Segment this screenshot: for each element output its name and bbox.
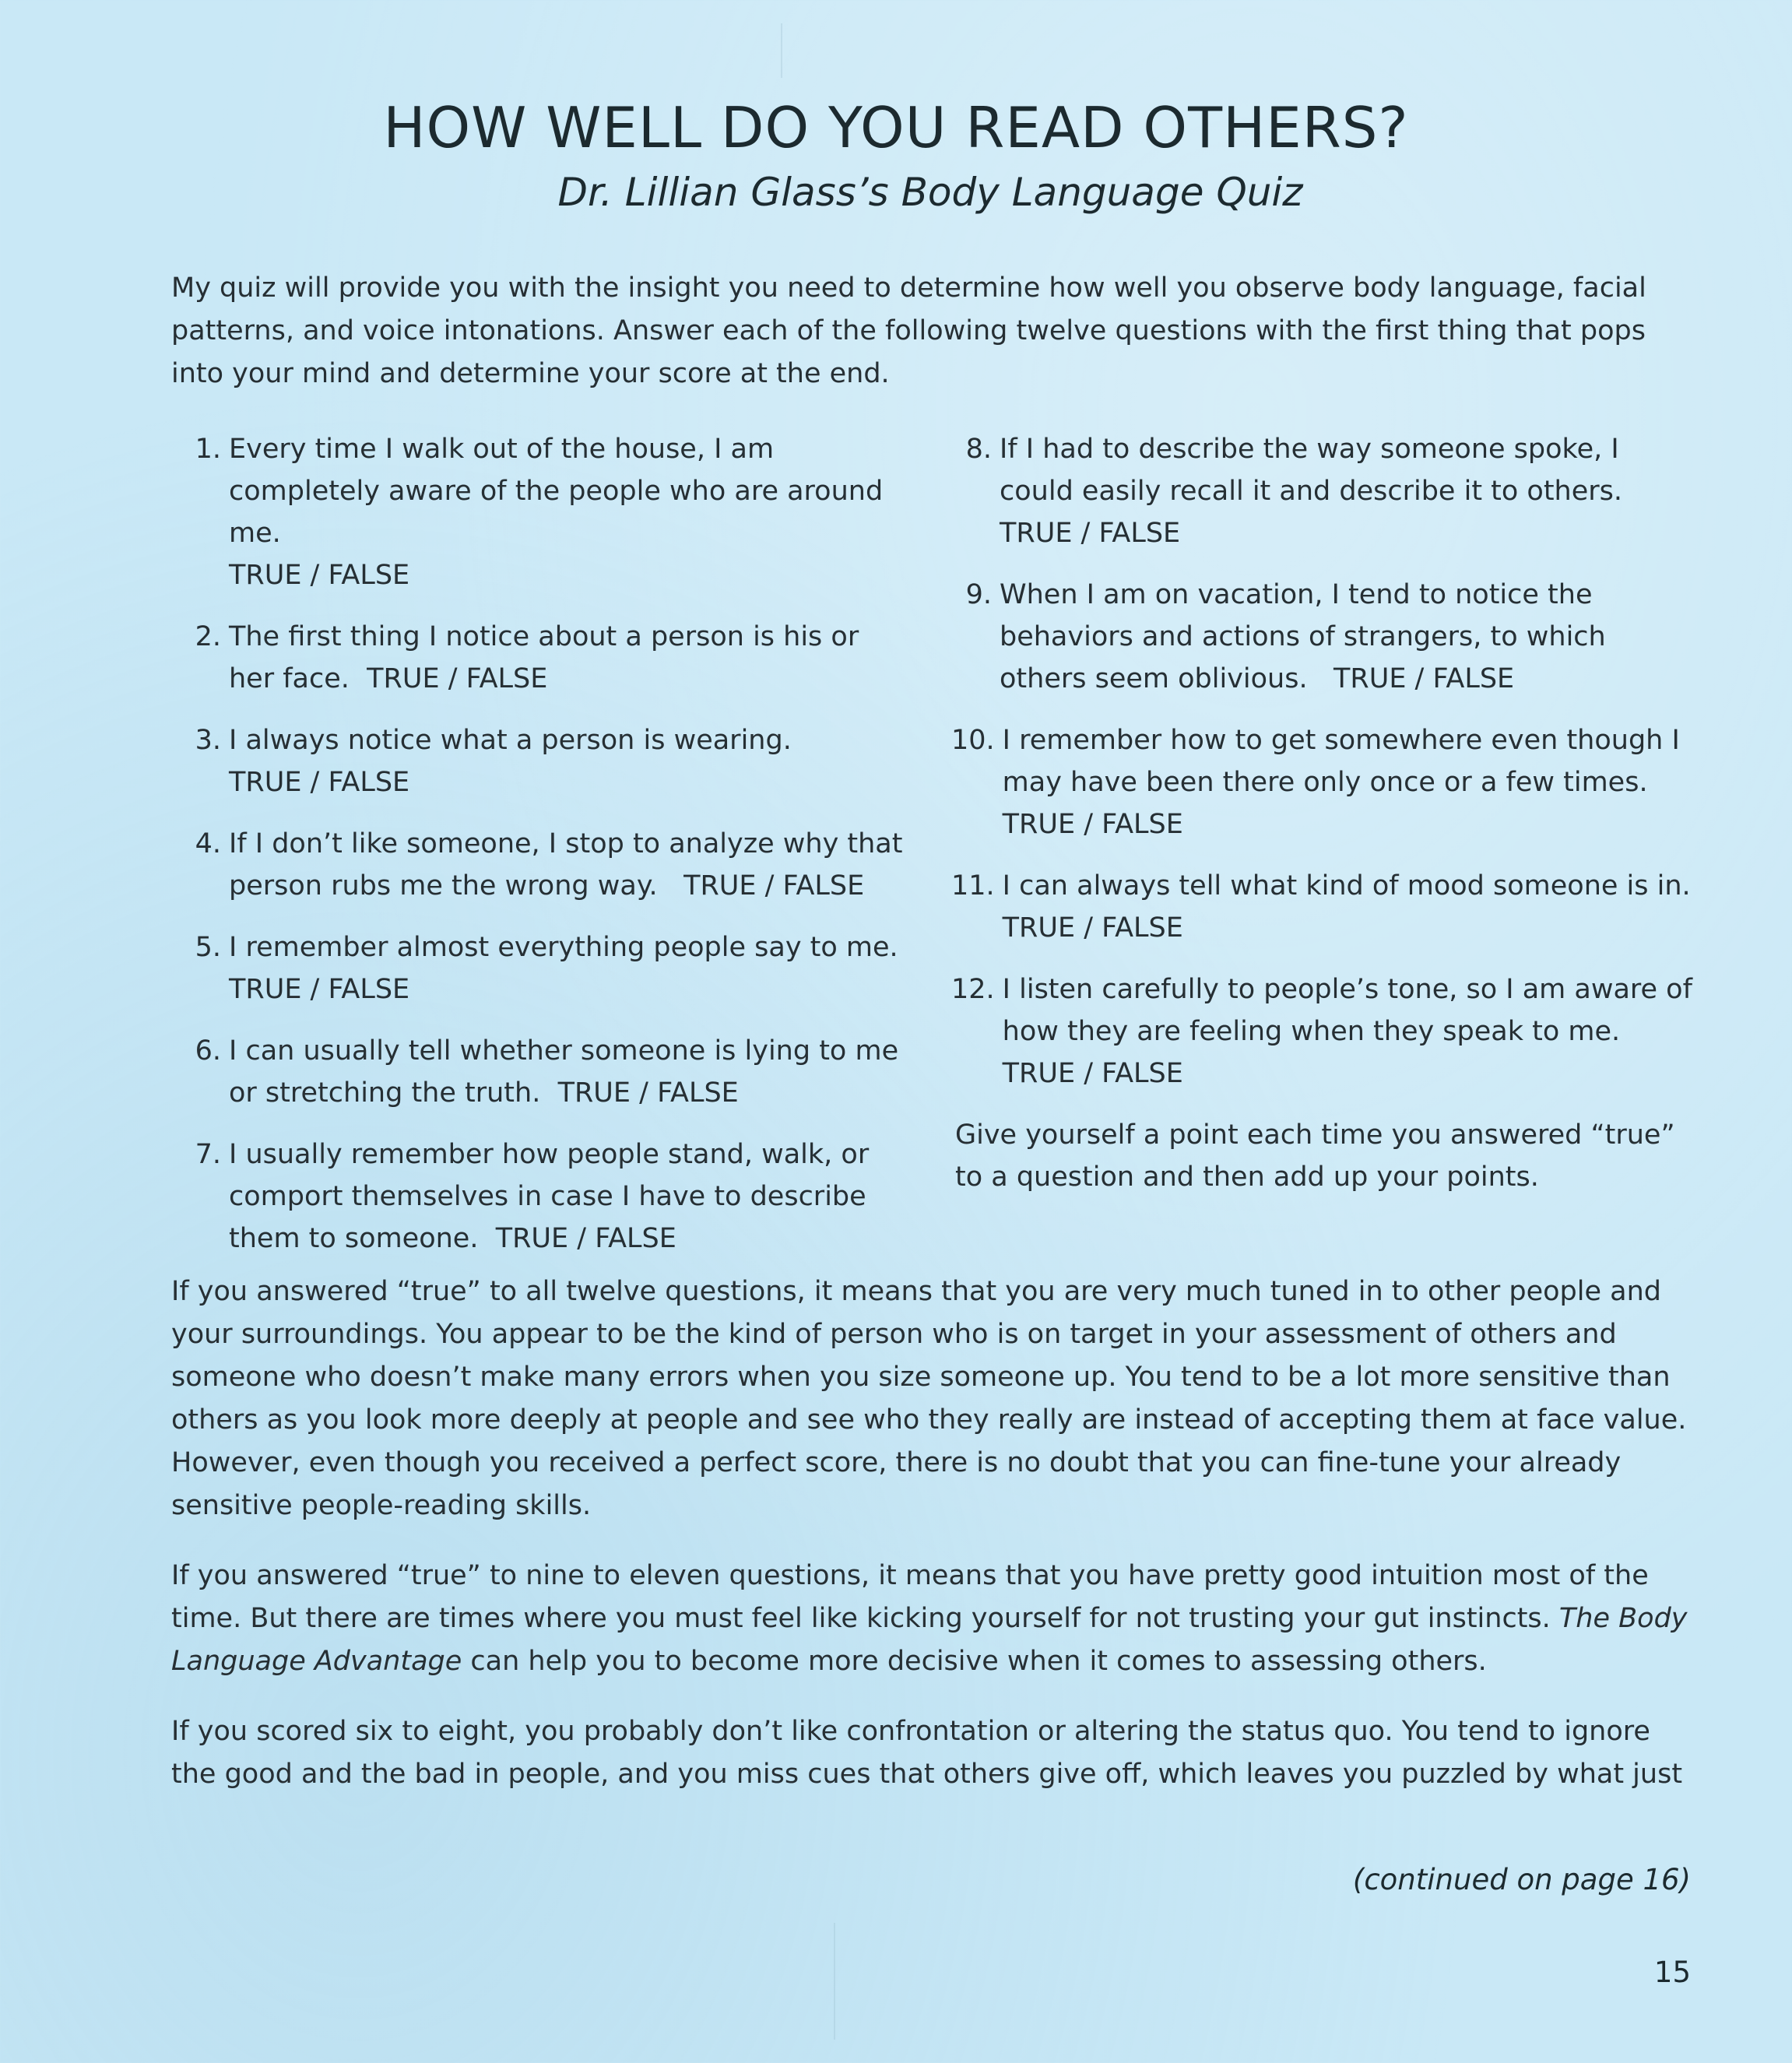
- question-item: [177, 616, 909, 700]
- question-text: I remember how to get somewhere even though I may have been there only once or a few times.: [1002, 725, 1680, 798]
- question-text: The first thing I notice about a person is his or her face.: [229, 621, 859, 694]
- book-title: The Body Language Advantage: [171, 1603, 1688, 1677]
- true-false-answer: TRUE / FALSE: [367, 663, 548, 694]
- true-false-answer: TRUE / FALSE: [229, 974, 410, 1005]
- result-six-to-eight: If you scored six to eight, you probably don’t like confrontation or altering the status quo. You tend to ignore the good and the bad in people, and you miss cues that others give off, which leaves you puzzled by what just: [171, 1716, 1683, 1790]
- true-false-answer: TRUE / FALSE: [229, 560, 410, 591]
- page-title: HOW WELL DO YOU READ OTHERS?: [383, 95, 1409, 160]
- question-text: I always notice what a person is wearing.: [229, 725, 792, 756]
- scan-artifact: [834, 1923, 835, 2040]
- question-text: Every time I walk out of the house, I am completely aware of the people who are around me.: [229, 434, 884, 549]
- continued-note: (continued on page 16): [1352, 1863, 1691, 1896]
- question-number: 7.: [195, 1139, 221, 1170]
- questions-right-column: [951, 428, 1699, 1198]
- question-number: 12.: [951, 974, 995, 1005]
- question-item: [951, 719, 1699, 845]
- question-number: 2.: [195, 621, 221, 652]
- scan-artifact: [781, 23, 782, 78]
- question-text: If I had to describe the way someone spoke, I could easily recall it and describe it to others.: [1000, 434, 1623, 507]
- result-text: If you answered “true” to nine to eleven questions, it means that you have pretty good intuition most of the time. But there are times where you must feel like kicking yourself for not trusting your gut instincts.: [171, 1560, 1649, 1634]
- intro-paragraph: My quiz will provide you with the insight you need to determine how well you observe body language, facial patterns, and voice intonations. Answer each of the following twelve questions with the first thing that pops into your mind and determine your score at the end.: [171, 272, 1646, 389]
- question-text: I can usually tell whether someone is lying to me or stretching the truth.: [229, 1035, 899, 1109]
- question-text: I usually remember how people stand, walk, or comport themselves in case I have to describe them to someone.: [229, 1139, 870, 1254]
- true-false-answer: TRUE / FALSE: [1002, 912, 1183, 944]
- true-false-answer: TRUE / FALSE: [1002, 809, 1183, 840]
- true-false-answer: TRUE / FALSE: [495, 1223, 676, 1254]
- result-perfect-score: If you answered “true” to all twelve questions, it means that you are very much tuned in to other people and your surroundings. You appear to be the kind of person who is on target in your assessment of others and someone who doesn’t make many errors when you size someone up. You tend to be a lot more sensitive than others as you look more deeply at people and see who they really are instead of accepting them at face value. However, even though you received a perfect score, there is no doubt that you can fine-tune your already sensitive people-reading skills.: [171, 1276, 1687, 1521]
- question-number: 4.: [195, 828, 221, 859]
- question-item: [951, 574, 1699, 700]
- question-number: 8.: [965, 434, 992, 465]
- question-item: [177, 1133, 909, 1260]
- question-item: [951, 865, 1699, 949]
- page-subtitle: Dr. Lillian Glass’s Body Language Quiz: [557, 170, 1303, 215]
- question-item: [177, 926, 909, 1010]
- question-number: 1.: [195, 434, 221, 465]
- questions-left-column: [177, 428, 909, 1279]
- true-false-answer: TRUE / FALSE: [557, 1077, 739, 1109]
- question-number: 5.: [195, 932, 221, 963]
- question-number: 9.: [965, 579, 992, 610]
- question-text: I remember almost everything people say to me.: [229, 932, 898, 963]
- question-item: [951, 428, 1699, 554]
- question-number: 3.: [195, 725, 221, 756]
- question-number: 11.: [951, 870, 995, 901]
- true-false-answer: TRUE / FALSE: [229, 767, 410, 798]
- results-section: [171, 1270, 1701, 1823]
- question-item: [177, 719, 909, 803]
- question-text: I can always tell what kind of mood someone is in.: [1002, 870, 1691, 901]
- true-false-answer: TRUE / FALSE: [683, 870, 865, 901]
- question-text: When I am on vacation, I tend to notice the behaviors and actions of strangers, to which others seem oblivious.: [1000, 579, 1606, 694]
- question-text: If I don’t like someone, I stop to analyze why that person rubs me the wrong way.: [229, 828, 903, 901]
- question-text: I listen carefully to people’s tone, so I am aware of how they are feeling when they speak to me.: [1002, 974, 1692, 1047]
- question-item: [177, 428, 909, 596]
- question-item: [177, 1030, 909, 1114]
- question-item: [951, 968, 1699, 1095]
- true-false-answer: TRUE / FALSE: [1333, 663, 1515, 694]
- question-number: 6.: [195, 1035, 221, 1067]
- true-false-answer: TRUE / FALSE: [1002, 1058, 1183, 1089]
- result-nine-to-eleven: [171, 1555, 1701, 1683]
- result-text: can help you to become more decisive when it comes to assessing others.: [462, 1646, 1487, 1677]
- question-item: [177, 823, 909, 907]
- score-instructions: Give yourself a point each time you answered “true” to a question and then add up your points.: [955, 1119, 1675, 1193]
- question-number: 10.: [951, 725, 995, 756]
- page-number: 15: [1653, 1956, 1691, 1989]
- true-false-answer: TRUE / FALSE: [1000, 518, 1181, 549]
